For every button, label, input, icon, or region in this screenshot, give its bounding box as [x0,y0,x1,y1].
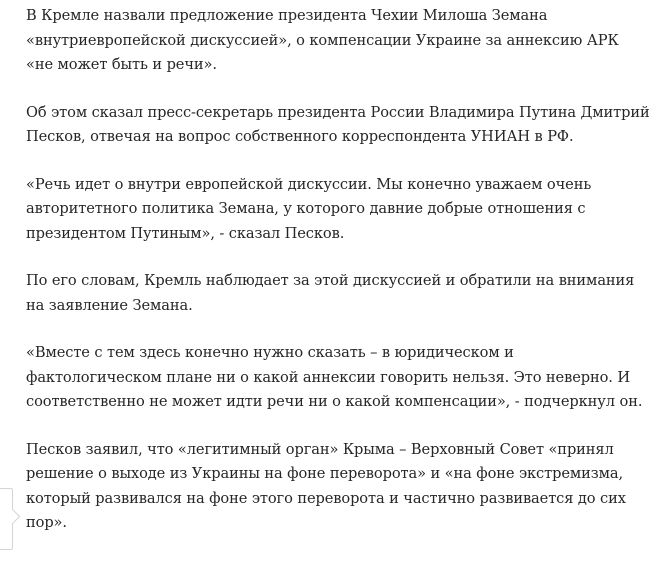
article-paragraph: Песков заявил, что «легитимный орган» Крыма – Верховный Совет «принял решение о выходе из Украины на фоне переворота» и «на фоне экстремизма, который развивался на фоне этого переворота и частично развивается до сих пор». [26,440,626,531]
share-tab[interactable] [0,488,13,550]
article-paragraph: Об этом сказал пресс-секретарь президента России Владимира Путина Дмитрий Песков, отвечая на вопрос собственного корреспондента УНИАН в РФ. [26,103,650,145]
article-paragraph: «Вместе с тем здесь конечно нужно сказать – в юридическом и фактологическом плане ни о какой аннексии говорить нельзя. Это неверно. И соответственно не может идти речи ни о какой компенсации», - подчеркнул он. [26,344,643,410]
article-paragraph: По его словам, Кремль наблюдает за этой дискуссией и обратили на внимания на заявление Земана. [26,272,635,314]
article-body [26,4,650,559]
article-paragraph: «Речь идет о внутри европейской дискуссии. Мы конечно уважаем очень авторитетного политика Земана, у которого давние добрые отношения с президентом Путиным», - сказал Песков. [26,175,592,242]
article-paragraph: В Кремле назвали предложение президента Чехии Милоша Земана «внутриевропейской дискуссией», о компенсации Украине за аннексию АРК «не может быть и речи». [26,7,619,73]
